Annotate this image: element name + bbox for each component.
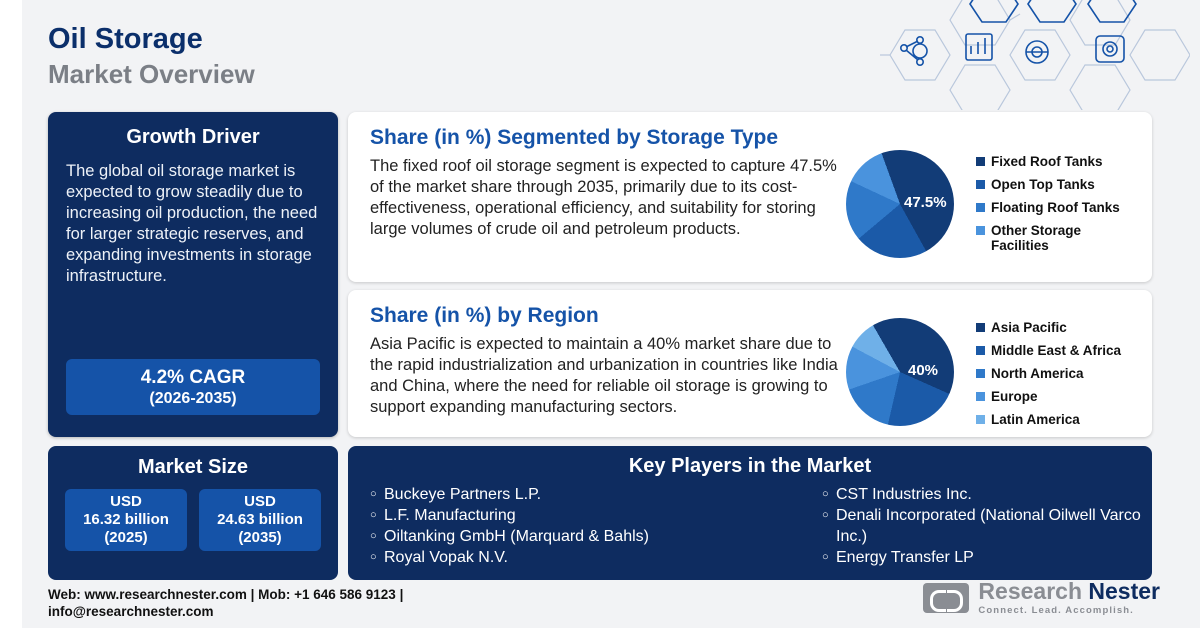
footer-contact xyxy=(48,586,403,620)
cagr-badge xyxy=(66,359,320,415)
brand-name xyxy=(978,580,1160,603)
legend-item xyxy=(976,320,1121,335)
market-size-value: 24.63 billion xyxy=(217,511,303,528)
market-size-box-2035 xyxy=(199,489,321,551)
legend-label: Other Storage Facilities xyxy=(991,223,1082,253)
brand-tagline: Connect. Lead. Accomplish. xyxy=(978,605,1134,616)
footer-line-1: Web: www.researchnester.com | Mob: +1 646 586 9123 | xyxy=(48,587,404,602)
legend-swatch-icon xyxy=(976,346,985,355)
storage-type-pie-chart xyxy=(846,150,954,258)
market-size-year: (2035) xyxy=(238,529,282,546)
cagr-period: (2026-2035) xyxy=(149,389,237,407)
market-size-box-2025 xyxy=(65,489,187,551)
region-text: Asia Pacific is expected to maintain a 40% market share due to the rapid industrialization and urbanization in countries like India and China, where the need for reliable oil storage is growing to support expanding manufacturing sectors. xyxy=(370,335,838,416)
legend-item xyxy=(976,412,1121,427)
market-size-boxes xyxy=(48,489,338,551)
hexagon-decoration-icon xyxy=(860,0,1190,110)
legend-swatch-icon xyxy=(976,226,985,235)
legend-label: Floating Roof Tanks xyxy=(991,200,1120,215)
storage-type-heading: Share (in %) Segmented by Storage Type xyxy=(370,126,779,149)
storage-type-text: The fixed roof oil storage segment is expected to capture 47.5% of the market share through 2035, primarily due to its cost-effectiveness, operational efficiency, and suitability for storing large volumes of crude oil and petroleum products. xyxy=(370,157,837,238)
brand-name-research: Research xyxy=(978,578,1082,604)
legend-item xyxy=(976,366,1121,381)
region-pie-label: 40% xyxy=(908,362,939,379)
region-heading: Share (in %) by Region xyxy=(370,304,599,327)
key-players-left-column xyxy=(348,484,750,568)
market-size-card xyxy=(48,446,338,580)
page-title: Oil Storage xyxy=(48,23,203,55)
list-item: ○ L.F. Manufacturing xyxy=(370,505,750,526)
list-item: ○ Oiltanking GmbH (Marquard & Bahls) xyxy=(370,526,750,547)
legend-swatch-icon xyxy=(976,369,985,378)
legend-label: Asia Pacific xyxy=(991,320,1067,335)
region-pie-chart xyxy=(846,318,954,426)
legend-item xyxy=(976,223,1120,253)
key-players-title: Key Players in the Market xyxy=(628,455,872,477)
legend-label: Open Top Tanks xyxy=(991,177,1095,192)
key-players-right-column xyxy=(750,484,1152,568)
legend-item xyxy=(976,154,1120,169)
left-white-rail xyxy=(0,0,22,628)
logo-mark-icon xyxy=(923,583,969,613)
storage-type-panel xyxy=(348,112,1152,282)
legend-swatch-icon xyxy=(976,203,985,212)
legend-swatch-icon xyxy=(976,392,985,401)
legend-label: Middle East & Africa xyxy=(991,343,1122,358)
legend-swatch-icon xyxy=(976,157,985,166)
legend-swatch-icon xyxy=(976,415,985,424)
legend-label: Fixed Roof Tanks xyxy=(991,154,1103,169)
footer-line-2: info@researchnester.com xyxy=(48,604,214,619)
list-item: ○ CST Industries Inc. xyxy=(822,484,1152,505)
list-item: ○ Energy Transfer LP xyxy=(822,547,1152,568)
market-size-currency: USD xyxy=(110,493,142,510)
page-subtitle: Market Overview xyxy=(48,59,255,89)
legend-label: Europe xyxy=(991,389,1038,404)
market-size-currency: USD xyxy=(244,493,276,510)
legend-item xyxy=(976,200,1120,215)
legend-item xyxy=(976,177,1120,192)
page-header xyxy=(48,22,255,90)
cagr-value: 4.2% CAGR xyxy=(140,366,246,388)
key-players-columns xyxy=(348,484,1152,568)
key-players-card xyxy=(348,446,1152,580)
legend-swatch-icon xyxy=(976,180,985,189)
storage-type-legend xyxy=(976,154,1120,261)
market-size-title: Market Size xyxy=(137,456,249,478)
market-size-value: 16.32 billion xyxy=(83,511,169,528)
storage-type-pie-label: 47.5% xyxy=(904,194,947,211)
growth-driver-text: The global oil storage market is expected to grow steadily due to increasing oil production, the need for larger strategic reserves, and expanding investments in storage infrastructure. xyxy=(66,162,318,285)
region-legend xyxy=(976,320,1121,435)
growth-driver-card xyxy=(48,112,338,437)
brand-name-nester: Nester xyxy=(1088,578,1160,604)
growth-driver-title: Growth Driver xyxy=(126,126,260,148)
list-item: ○ Royal Vopak N.V. xyxy=(370,547,750,568)
legend-item xyxy=(976,389,1121,404)
legend-swatch-icon xyxy=(976,323,985,332)
brand-logo xyxy=(923,580,1160,616)
market-size-year: (2025) xyxy=(104,529,148,546)
legend-label: Latin America xyxy=(991,412,1080,427)
legend-label: North America xyxy=(991,366,1084,381)
list-item: ○ Denali Incorporated (National Oilwell Varco Inc.) xyxy=(822,505,1141,547)
list-item: ○ Buckeye Partners L.P. xyxy=(370,484,750,505)
region-panel xyxy=(348,290,1152,437)
legend-item xyxy=(976,343,1121,358)
